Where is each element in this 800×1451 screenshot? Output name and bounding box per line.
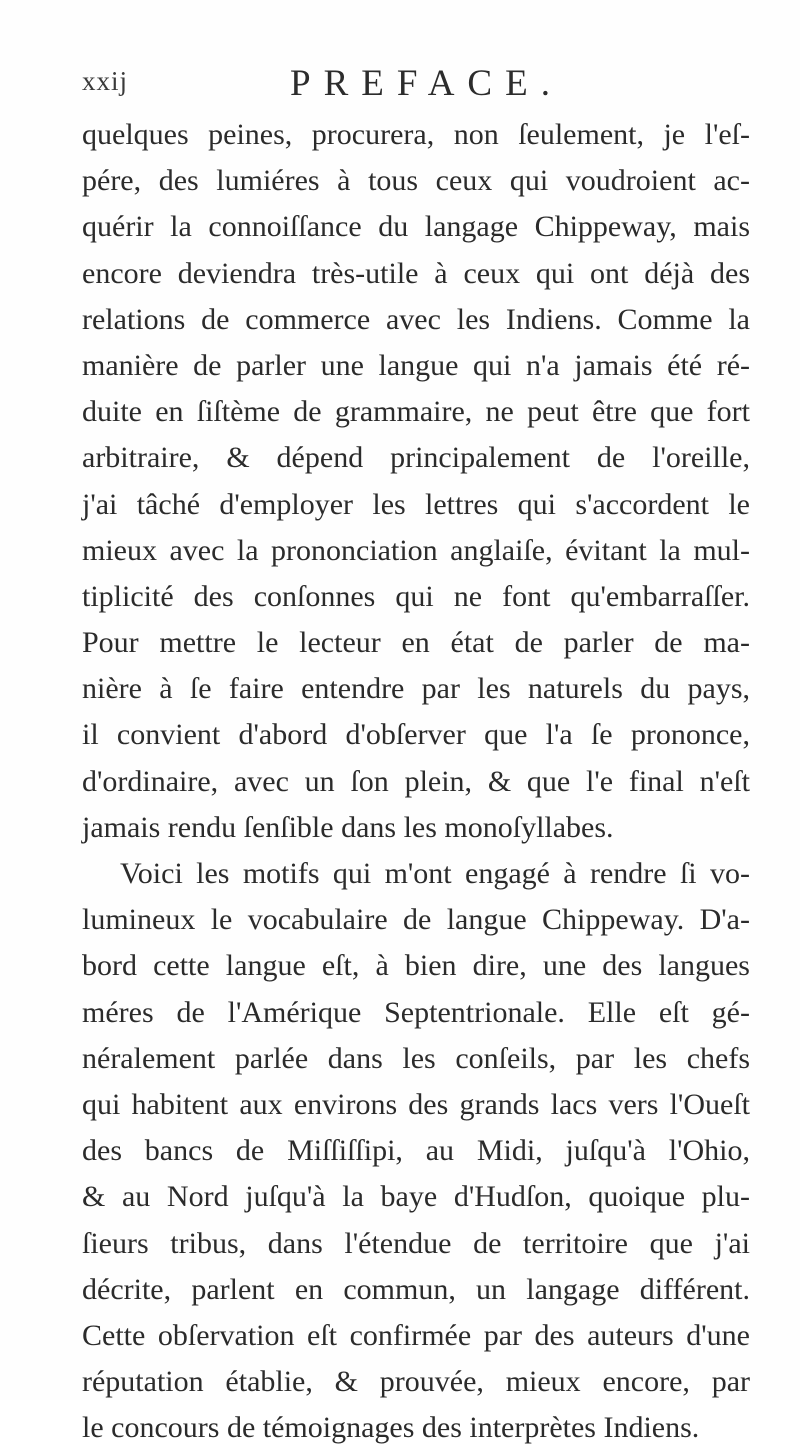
text-line: lumineux le vocabulaire de langue Chippeway. D'a-	[82, 903, 750, 937]
text-line: Voici les motifs qui m'ont engagé à rendre ſi vo-	[120, 857, 750, 890]
text-line: pére, des lumiéres à tous ceux qui voudroient ac-	[82, 164, 750, 198]
text-line: manière de parler une langue qui n'a jamais été ré-	[82, 348, 750, 382]
text-line: néralement parlée dans les conſeils, par les chefs	[82, 1041, 750, 1075]
running-head	[82, 62, 742, 112]
text-line: quérir la connoiſſance du langage Chippeway, mais	[82, 210, 750, 244]
text-line: des bancs de Miſſiſſipi, au Midi, juſqu'à l'Ohio,	[82, 1134, 750, 1168]
text-line: duite en ſiſtème de grammaire, ne peut être que fort	[82, 395, 750, 429]
text-line: méres de l'Amérique Septentrionale. Elle eſt gé-	[82, 995, 750, 1029]
text-line: jamais rendu ſenſible dans les monoſyllabes.	[82, 810, 614, 844]
text-line: arbitraire, & dépend principalement de l'oreille,	[82, 441, 750, 475]
text-line: & au Nord juſqu'à la baye d'Hudſon, quoique plu-	[82, 1180, 750, 1214]
text-line: Cette obſervation eſt confirmée par des auteurs d'une	[82, 1318, 750, 1352]
page-number: xxij	[82, 66, 129, 96]
text-line: d'ordinaire, avec un ſon plein, & que l'e final n'eſt	[82, 764, 750, 798]
text-line: qui habitent aux environs des grands lacs vers l'Oueſt	[82, 1087, 750, 1121]
text-line: relations de commerce avec les Indiens. Comme la	[82, 302, 750, 336]
text-line: ſieurs tribus, dans l'étendue de territoire que j'ai	[82, 1226, 750, 1260]
text-line: réputation établie, & prouvée, mieux encore, par	[82, 1365, 750, 1399]
text-line: encore deviendra très-utile à ceux qui ont déjà des	[82, 256, 750, 290]
text-line: décrite, parlent en commun, un langage différent.	[82, 1272, 750, 1306]
text-line: j'ai tâché d'employer les lettres qui s'accordent le	[82, 487, 750, 521]
text-line: quelques peines, procurera, non ſeulement, je l'eſ-	[82, 118, 750, 151]
body-text	[82, 112, 750, 1451]
text-line: bord cette langue eſt, à bien dire, une des langues	[82, 949, 750, 983]
text-line: Pour mettre le lecteur en état de parler de ma-	[82, 626, 750, 660]
text-line: le concours de témoignages des interprètes Indiens.	[82, 1411, 700, 1445]
text-line: nière à ſe faire entendre par les naturels du pays,	[82, 672, 750, 706]
header-title: PREFACE.	[290, 63, 563, 104]
text-line: mieux avec la prononciation anglaiſe, évitant la mul-	[82, 533, 750, 567]
text-line: il convient d'abord d'obſerver que l'a ſe prononce,	[82, 718, 750, 752]
text-line: tiplicité des conſonnes qui ne font qu'embarraſſer.	[82, 579, 750, 613]
